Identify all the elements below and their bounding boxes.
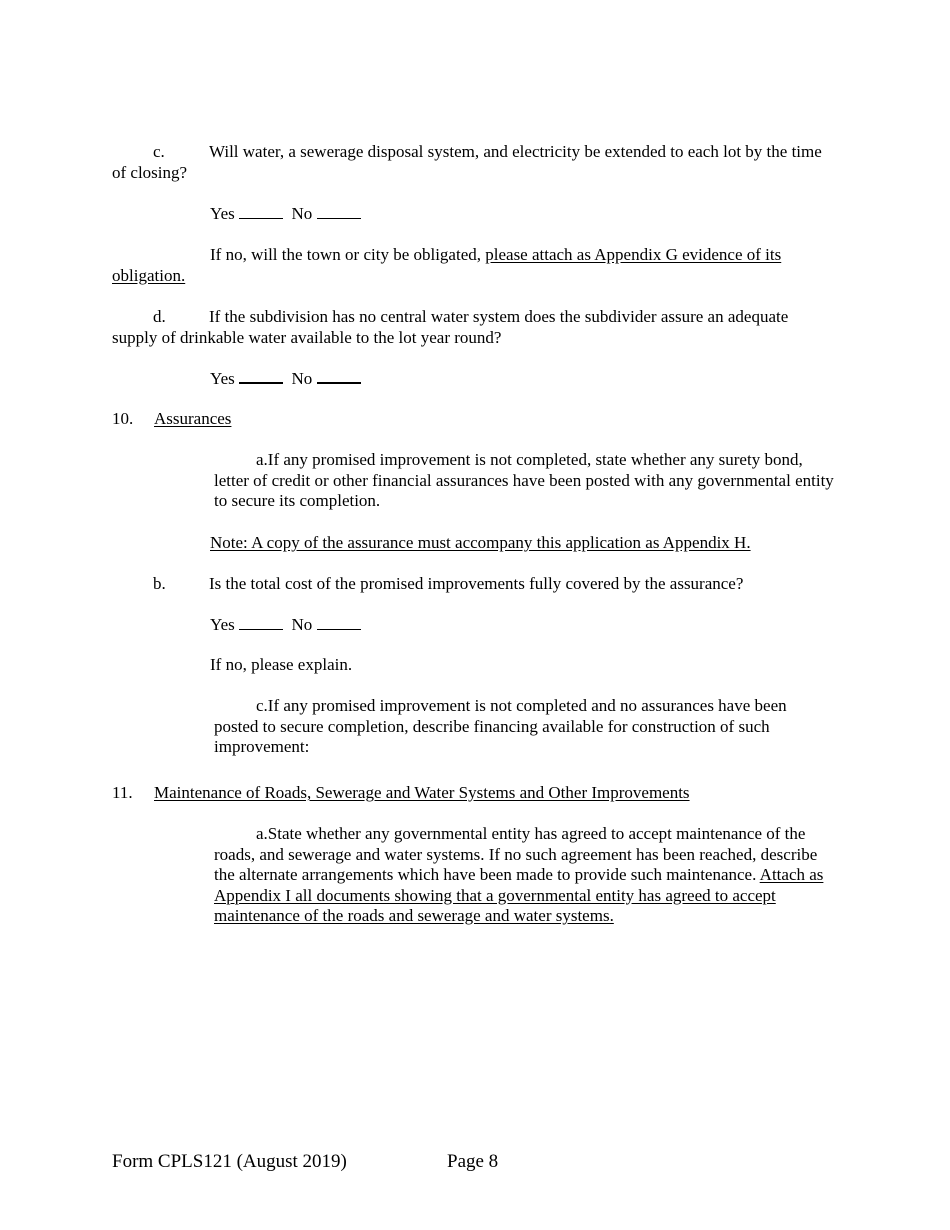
- item-10b-letter: b.: [153, 574, 166, 593]
- item-9d-yes-no: [210, 368, 361, 390]
- yes-label: Yes: [210, 615, 235, 634]
- yes-blank[interactable]: [239, 368, 283, 384]
- section-10-heading: [112, 409, 231, 430]
- item-10b-text: Is the total cost of the promised improvements fully covered by the assurance?: [209, 574, 744, 593]
- no-blank[interactable]: [317, 204, 361, 219]
- item-11a: [214, 824, 824, 927]
- item-9d-letter: d.: [153, 307, 166, 326]
- item-10c-text: If any promised improvement is not completed and no assurances have been posted to secure completion, describe financing available for construction of such improvement:: [214, 696, 787, 756]
- item-9c-yes-no: [210, 204, 361, 225]
- item-10a-letter: a.: [256, 450, 268, 469]
- item-11a-text: State whether any governmental entity has agreed to accept maintenance of the roads, and sewerage and water systems. If no such agreement has been reached, describe the alternate arrangements which have been made to provide such maintenance.: [214, 824, 818, 884]
- no-label: No: [291, 615, 313, 634]
- yes-label: Yes: [210, 204, 235, 223]
- footer-page-number: Page 8: [447, 1151, 499, 1172]
- appendix-g-instruction: please attach as Appendix G evidence of its obligation.: [112, 245, 782, 285]
- item-9d: [112, 307, 828, 348]
- section-11-title: Maintenance of Roads, Sewerage and Water Systems and Other Improvements: [154, 783, 690, 802]
- item-10c: [214, 696, 824, 758]
- section-10-number: 10.: [112, 409, 134, 428]
- item-9c: [112, 142, 828, 183]
- yes-blank[interactable]: [239, 204, 283, 219]
- item-9c-followup: [112, 245, 828, 286]
- assurance-note: Note: A copy of the assurance must accompany this application as Appendix H.: [210, 533, 751, 552]
- section-11-heading: [112, 783, 690, 804]
- footer-form-id: Form CPLS121 (August 2019): [112, 1151, 347, 1172]
- section-10-title: Assurances: [154, 409, 232, 428]
- followup-text: If no, will the town or city be obligated,: [210, 245, 486, 264]
- item-11a-letter: a.: [256, 824, 268, 843]
- item-9d-text: If the subdivision has no central water system does the subdivider assure an adequate supply of drinkable water available to the lot year round?: [112, 307, 789, 347]
- item-10a: [214, 450, 834, 512]
- item-10b: [112, 574, 743, 595]
- yes-blank[interactable]: [239, 615, 283, 630]
- item-10b-explain: If no, please explain.: [210, 655, 353, 674]
- item-9c-letter: c.: [153, 142, 165, 161]
- no-label: No: [291, 369, 313, 388]
- item-10b-yes-no: [210, 615, 361, 636]
- section-11-number: 11.: [112, 783, 133, 802]
- no-blank[interactable]: [317, 615, 361, 630]
- yes-label: Yes: [210, 369, 235, 388]
- no-blank[interactable]: [317, 368, 361, 384]
- item-10c-letter: c.: [256, 696, 268, 715]
- item-9c-text: Will water, a sewerage disposal system, and electricity be extended to each lot by the time of closing?: [112, 142, 822, 182]
- no-label: No: [291, 204, 313, 223]
- appendix-i-instruction: Attach as Appendix I all documents showing that a governmental entity has agreed to accept maintenance of the roads and sewerage and water systems.: [214, 865, 824, 925]
- item-10a-text: If any promised improvement is not completed, state whether any surety bond, letter of credit or other financial assurances have been posted with any governmental entity to secure its completion.: [214, 450, 834, 510]
